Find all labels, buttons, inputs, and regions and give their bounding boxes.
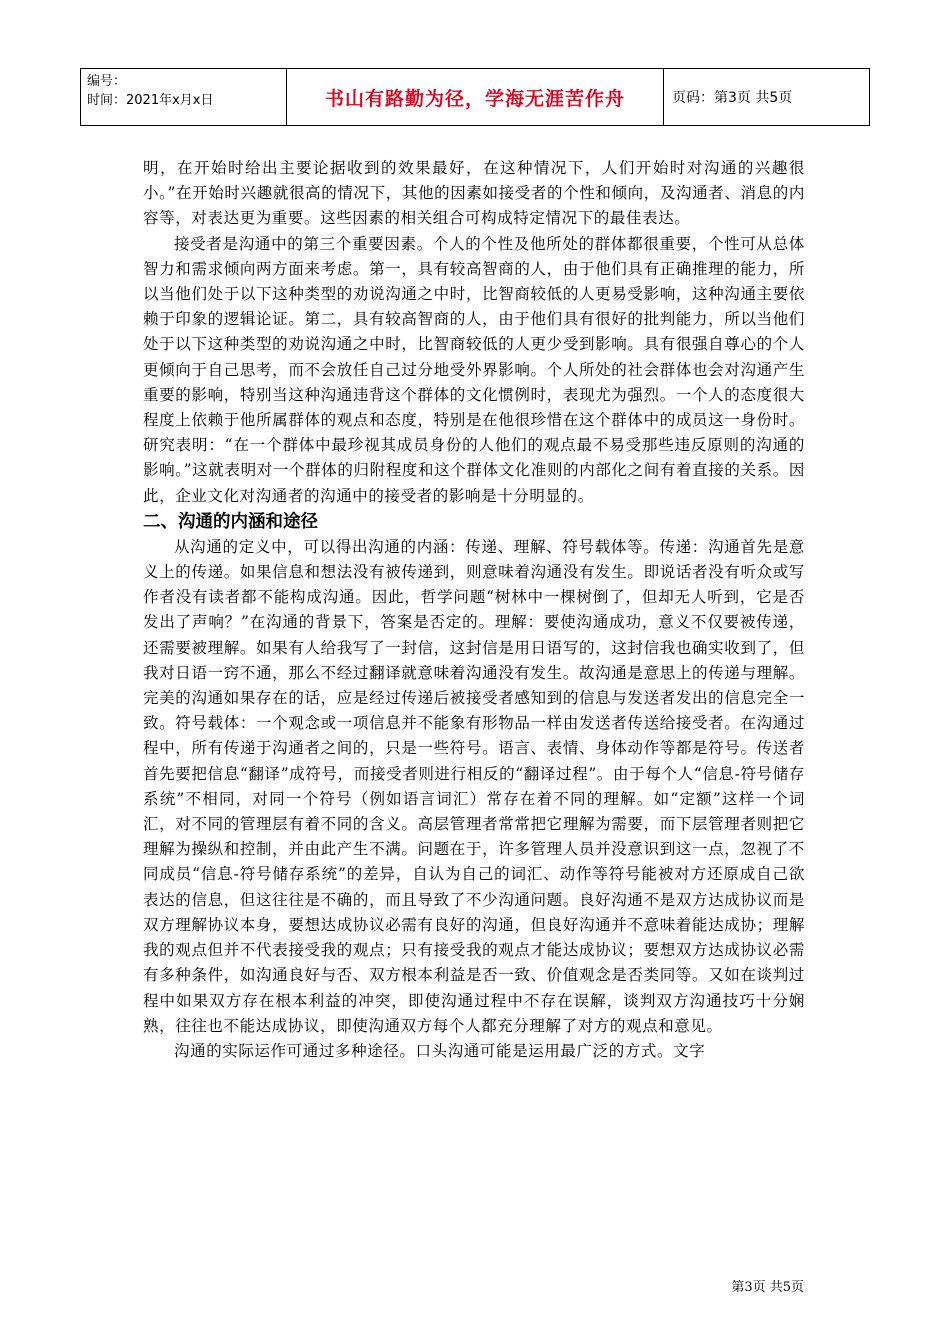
paragraph-channels: 沟通的实际运作可通过多种途径。口头沟通可能是运用最广泛的方式。文字 (174, 1041, 706, 1060)
page-header (80, 68, 870, 126)
header-meta (81, 69, 286, 125)
time-label: 时间：2021年x月x日 (87, 93, 214, 108)
paragraph-connotation: 从沟通的定义中，可以得出沟通的内涵：传递、理解、符号载体等。传递：沟通首先是意义上的传递。如果信息和想法没有被传递到，则意味着沟通没有发生。即说话者没有听众或写作者没有读者都不能构成沟通。因此，哲学问题“树林中一棵树倒了，但却无人听到，它是否发出了声响？”在沟通的背景下，答案是否定的。理解：要使沟通成功，意义不仅要被传递，还需要被理解。如果有人给我写了一封信，这封信是用日语写的，这封信我也确实收到了，但我对日语一窍不通，那么不经过翻译就意味着沟通没有发生。故沟通是意思上的传递与理解。完美的沟通如果存在的话，应是经过传递后被接受者感知到的信息与发送者发出的信息完全一致。符号载体：一个观念或一项信息并不能象有形物品一样由发送者传送给接受者。在沟通过程中，所有传递于沟通者之间的，只是一些符号。语言、表情、身体动作等都是符号。传送者首先要把信息“翻译”成符号，而接受者则进行相反的“翻译过程”。由于每个人“信息-符号储存系统”不相同，对同一个符号（例如语言词汇）常存在着不同的理解。如“定额”这样一个词汇，对不同的管理层有着不同的含义。高层管理者常常把它理解为需要，而下层管理者则把它理解为操纵和控制，并由此产生不满。问题在于，许多管理人员并没意识到这一点，忽视了不同成员“信息-符号储存系统”的差异，自认为自己的词汇、动作等符号能被对方还原成自己欲表达的信息，但这往往是不确的，而且导致了不少沟通问题。良好沟通不是双方达成协议而是双方理解协议本身，要想达成协议必需有良好的沟通，但良好沟通并不意味着能达成协；理解我的观点但并不代表接受我的观点；只有接受我的观点才能达成协议；要想双方达成协议必需有多种条件，如沟通良好与否、双方根本利益是否一致、价值观念是否类同等。又如在谈判过程中如果双方存在根本利益的冲突，即使沟通过程中不存在误解，谈判双方沟通技巧十分娴熟，往往也不能达成协议，即使沟通双方每个人都充分理解了对方的观点和意见。 (143, 537, 805, 1035)
motto-text: 书山有路勤为径，学海无涯苦作舟 (324, 87, 625, 110)
header-motto-cell (286, 69, 664, 125)
section-heading: 二、沟通的内涵和途径 (143, 511, 318, 532)
paragraph-receiver: 接受者是沟通中的第三个重要因素。个人的个性及他所处的群体都很重要，个性可从总体智力和需求倾向两方面来考虑。第一，具有较高智商的人，由于他们具有正确推理的能力，所以当他们处于以下这种类型的劝说沟通之中时，比智商较低的人更易受影响，这种沟通主要依赖于印象的逻辑论证。第二，具有较高智商的人，由于他们具有很好的批判能力，所以当他们处于以下这种类型的劝说沟通之中时，比智商较低的人更少受到影响。具有很强自尊心的个人更倾向于自己思考，而不会放任自己过分地受外界影响。个人所处的社会群体也会对沟通产生重要的影响，特别当这种沟通违背这个群体的文化惯例时，表现尤为强烈。一个人的态度很大程度上依赖于他所属群体的观点和态度，特别是在他很珍惜在这个群体中的成员这一身份时。研究表明：“在一个群体中最珍视其成员身份的人他们的观点最不易受那些违反原则的沟通的影响。”这就表明对一个群体的归附程度和这个群体文化准则的内部化之间有着直接的关系。因此，企业文化对沟通者的沟通中的接受者的影响是十分明显的。 (143, 234, 805, 505)
paragraph-continued: 明，在开始时给出主要论据收到的效果最好，在这种情况下，人们开始时对沟通的兴趣很小。”在开始时兴趣就很高的情况下，其他的因素如接受者的个性和倾向，及沟通者、消息的内容等，对表达更为重要。这些因素的相关组合可构成特定情况下的最佳表达。 (143, 159, 805, 228)
page-footer: 第3页 共5页 (731, 1280, 804, 1295)
document-body (143, 156, 805, 1064)
number-label: 编号： (87, 74, 127, 89)
page-code: 页码：第3页 共5页 (672, 90, 793, 106)
header-page-cell (664, 69, 869, 125)
